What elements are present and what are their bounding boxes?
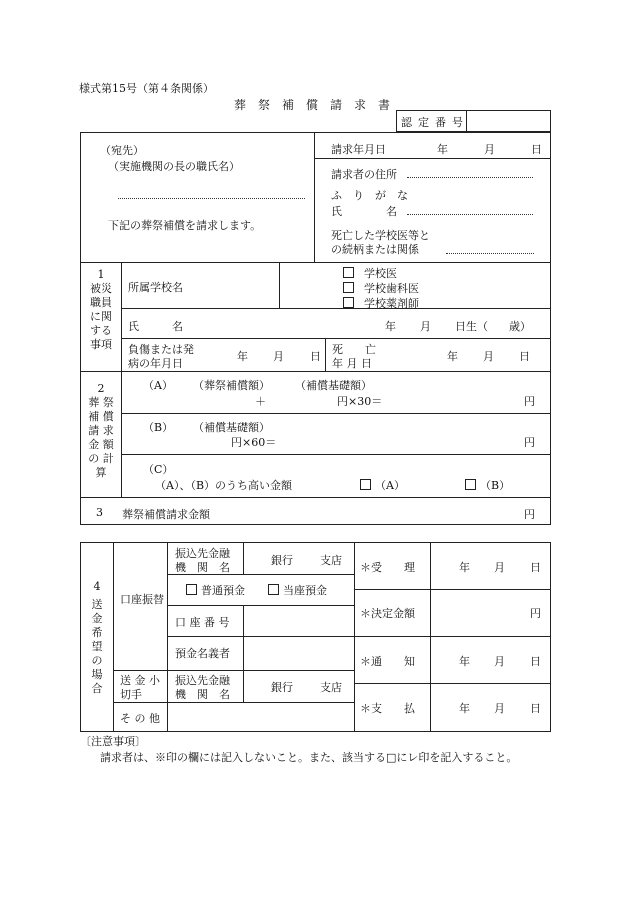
requester-name-field[interactable] (407, 214, 533, 215)
office-paid-month: 月 (494, 702, 505, 715)
form-number: 様式第15号（第４条関係） (79, 82, 214, 95)
calc-b-yen: 円 (524, 436, 535, 449)
birth-month: 月 (420, 320, 431, 333)
name-label: 氏 名 (331, 205, 397, 218)
furigana-label: ふ り が な (331, 189, 408, 202)
office-received-label: ＊受 理 (360, 561, 415, 574)
account-number-label: 口 座 番 号 (175, 616, 230, 629)
school-label: 所属学校名 (128, 281, 183, 294)
request-date-label: 請求年月日 (331, 143, 386, 156)
calc-a-label: （A） (143, 379, 173, 392)
notes-heading: 〔注意事項〕 (80, 735, 146, 748)
option-school-dentist[interactable]: 学校歯科医 (343, 280, 419, 296)
checkbox-icon[interactable] (186, 584, 197, 595)
birth-day: 日生（ (455, 320, 488, 333)
checkbox-icon[interactable] (343, 297, 354, 308)
office-received-month: 月 (494, 561, 505, 574)
office-amount-yen: 円 (530, 607, 541, 620)
calc-a-plus: ＋ (255, 395, 266, 408)
calc-a-base-label: （補償基礎額） (295, 379, 372, 392)
address-field[interactable] (407, 177, 533, 178)
mo-branch-suffix: 支店 (320, 681, 342, 694)
section2-title: 2 葬 祭 補 償 請 求 金 額 の 計 算 (88, 382, 114, 479)
bank-label-2: 機 関 名 (175, 561, 230, 574)
checkbox-icon[interactable] (465, 479, 476, 490)
death-month: 月 (483, 350, 494, 363)
office-received-year: 年 (459, 561, 470, 574)
checking-option[interactable]: 当座預金 (268, 582, 327, 598)
section3-label: 葬祭補償請求金額 (122, 508, 210, 521)
relation-label-2: の続柄または関係 (331, 243, 419, 256)
addressee-sub: （実施機関の長の職氏名） (108, 160, 240, 173)
checkbox-icon[interactable] (268, 584, 279, 595)
calc-b-base-label: （補償基礎額） (193, 421, 270, 434)
relation-label-1: 死亡した学校医等と (331, 229, 430, 242)
office-notified-year: 年 (459, 655, 470, 668)
office-paid-label: ＊支 払 (360, 702, 415, 715)
calc-a-formula: 円×30＝ (337, 395, 383, 408)
section4-title: 4 送 金 希 望 の 場 合 (91, 580, 103, 695)
addressee-label: （宛先） (100, 144, 144, 157)
death-date-label-1: 死 亡 (332, 343, 376, 356)
cert-number-field[interactable] (467, 111, 550, 131)
section1-title: 1 被災 職員 に関 する 事項 (90, 268, 112, 351)
branch-suffix: 支店 (320, 554, 342, 567)
calc-c-option-b[interactable]: （B） (465, 477, 510, 493)
date-month: 月 (484, 143, 495, 156)
cert-number-label: 認定番号 (401, 116, 469, 129)
section3-number: 3 (96, 506, 103, 519)
calc-a-yen: 円 (524, 395, 535, 408)
injury-date-label-1: 負傷または発 (128, 343, 194, 356)
office-notified-label: ＊通 知 (360, 655, 415, 668)
injury-month: 月 (273, 350, 284, 363)
office-paid-year: 年 (459, 702, 470, 715)
injury-year: 年 (237, 350, 248, 363)
account-transfer-label: 口座振替 (120, 593, 164, 606)
mo-bank-suffix: 銀行 (271, 681, 293, 694)
option-school-pharmacist[interactable]: 学校薬剤師 (343, 295, 419, 311)
death-day: 日 (519, 350, 530, 363)
account-holder-label: 預金名義者 (175, 647, 230, 660)
birth-year: 年 (385, 320, 396, 333)
option-school-doctor[interactable]: 学校医 (343, 265, 397, 281)
office-notified-month: 月 (494, 655, 505, 668)
calc-a-amount-label: （葬祭補償額） (193, 379, 270, 392)
remittance-table (80, 542, 551, 732)
request-text: 下記の葬祭補償を請求します。 (108, 219, 262, 232)
date-year: 年 (437, 143, 448, 156)
calc-b-label: （B） (143, 421, 174, 434)
addressee-name-line[interactable] (118, 198, 305, 199)
checkbox-icon[interactable] (343, 267, 354, 278)
age: 歳） (509, 320, 531, 333)
office-notified-day: 日 (530, 655, 541, 668)
calc-c-option-a[interactable]: （A） (360, 477, 405, 493)
death-year: 年 (447, 350, 458, 363)
bank-suffix: 銀行 (271, 554, 293, 567)
injury-day: 日 (310, 350, 321, 363)
victim-name-label: 氏 名 (128, 320, 183, 333)
injury-date-label-2: 病の年月日 (128, 357, 183, 370)
office-received-day: 日 (530, 561, 541, 574)
address-label: 請求者の住所 (331, 168, 397, 181)
checkbox-icon[interactable] (360, 479, 371, 490)
date-day: 日 (531, 143, 542, 156)
section3-yen: 円 (524, 508, 535, 521)
money-order-label-2: 切手 (120, 688, 142, 701)
money-order-label-1: 送 金 小 (120, 674, 160, 687)
office-paid-day: 日 (530, 702, 541, 715)
relation-field[interactable] (446, 253, 534, 254)
office-amount-label: ＊決定金額 (360, 607, 415, 620)
mo-bank-label-1: 振込先金融 (175, 674, 230, 687)
mo-bank-label-2: 機 関 名 (175, 688, 230, 701)
calc-b-formula: 円×60＝ (231, 436, 277, 449)
savings-option[interactable]: 普通預金 (186, 582, 245, 598)
checkbox-icon[interactable] (343, 282, 354, 293)
page-title: 葬 祭 補 償 請 求 書 (234, 98, 391, 112)
other-label: そ の 他 (120, 712, 160, 725)
calc-c-text: （A）、（B）のうち高い金額 (155, 479, 293, 492)
death-date-label-2: 年 月 日 (332, 357, 372, 370)
notes-text: 請求者は、※印の欄には記入しないこと。また、該当する□にレ印を記入すること。 (100, 751, 518, 764)
bank-label-1: 振込先金融 (175, 547, 230, 560)
calc-c-label: （C） (143, 463, 174, 476)
